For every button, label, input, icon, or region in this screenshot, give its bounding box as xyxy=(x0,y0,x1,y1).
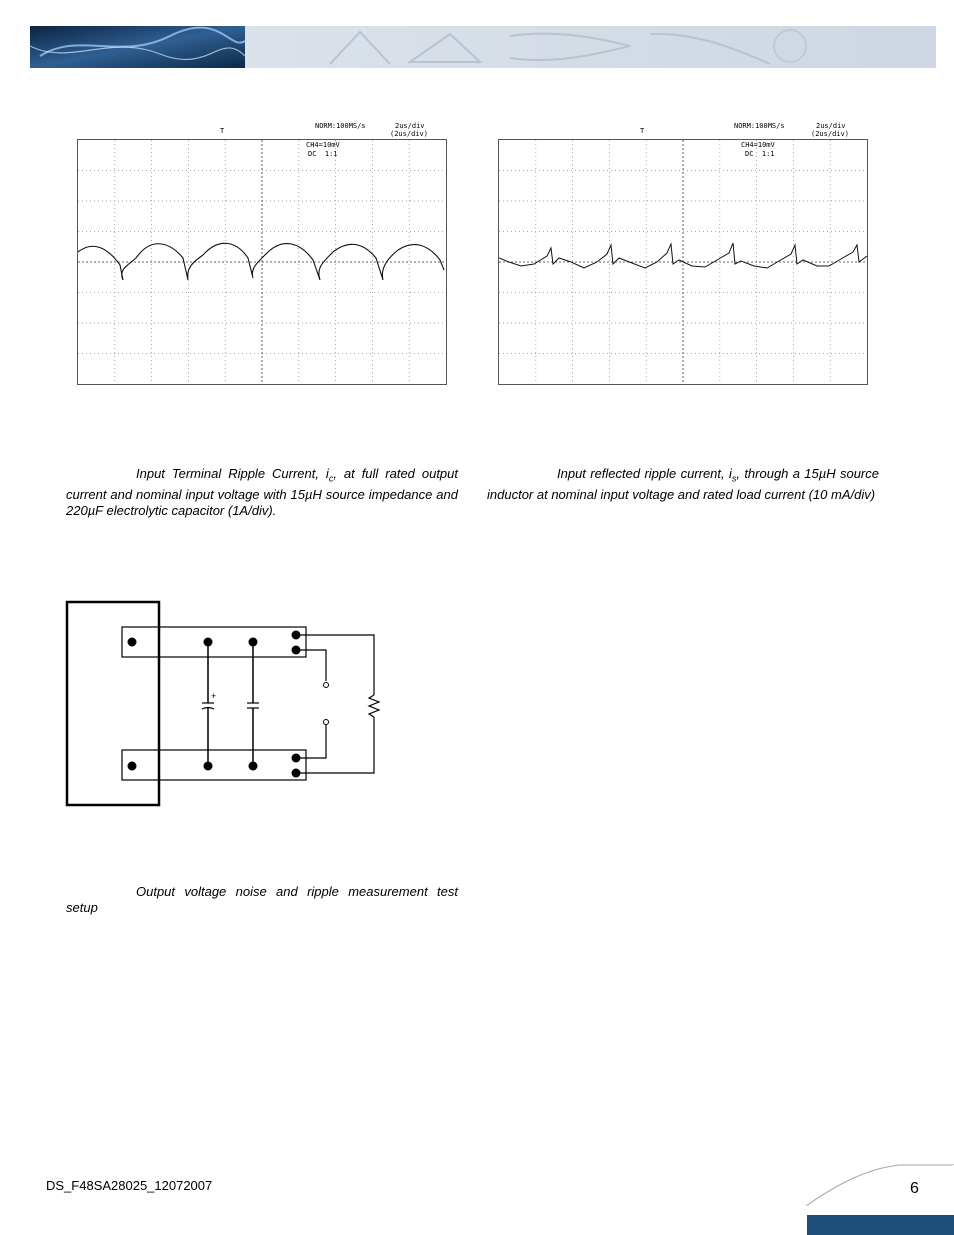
caption-text: Input Terminal Ripple Current, i xyxy=(136,466,329,481)
scope-timebase-sub: (2us/div) xyxy=(390,130,428,138)
figure-caption-circuit xyxy=(66,884,458,916)
scope-waveform xyxy=(499,140,867,384)
scope-mode: NORM:100MS/s xyxy=(734,122,785,130)
caption-text: Output voltage noise and ripple measurement test setup xyxy=(66,884,458,915)
scope-channel: CH4=10mV xyxy=(306,141,340,149)
scope-grid xyxy=(77,139,447,385)
scope-timebase: 2us/div xyxy=(395,122,425,130)
figure-caption-right xyxy=(487,466,879,503)
scope-coupling: DC 1:1 xyxy=(308,150,338,158)
scope-grid xyxy=(498,139,868,385)
header-banner xyxy=(30,26,936,68)
page-number: 6 xyxy=(910,1180,919,1197)
scope-timebase-sub: (2us/div) xyxy=(811,130,849,138)
caption-text: Input reflected ripple current, i xyxy=(557,466,732,481)
footer-corner-graphic xyxy=(800,1162,954,1235)
scope-timebase: 2us/div xyxy=(816,122,846,130)
figure-caption-left xyxy=(66,466,458,519)
caption-subscript: s xyxy=(731,473,737,484)
scope-channel: CH4=10mV xyxy=(741,141,775,149)
scope-capture-left xyxy=(77,122,457,392)
document-id: DS_F48SA28025_12072007 xyxy=(46,1178,213,1193)
scope-coupling: DC 1:1 xyxy=(745,150,775,158)
caption-subscript: c xyxy=(328,473,334,484)
caption-text-cont: , through a 15µH source inductor at nominal input voltage and rated load current (10 mA/div) xyxy=(487,466,879,502)
scope-mode: NORM:100MS/s xyxy=(315,122,366,130)
noise-test-circuit xyxy=(60,595,390,810)
trigger-marker: T xyxy=(220,127,225,135)
trigger-marker: T xyxy=(640,127,645,135)
svg-text:+: + xyxy=(211,691,217,701)
scope-waveform xyxy=(78,140,446,384)
scope-capture-right xyxy=(498,122,878,392)
caption-text-cont: , at full rated output current and nominal input voltage with 15µH source impedance and 220µF electrolytic capacitor (1A/div). xyxy=(66,466,459,518)
